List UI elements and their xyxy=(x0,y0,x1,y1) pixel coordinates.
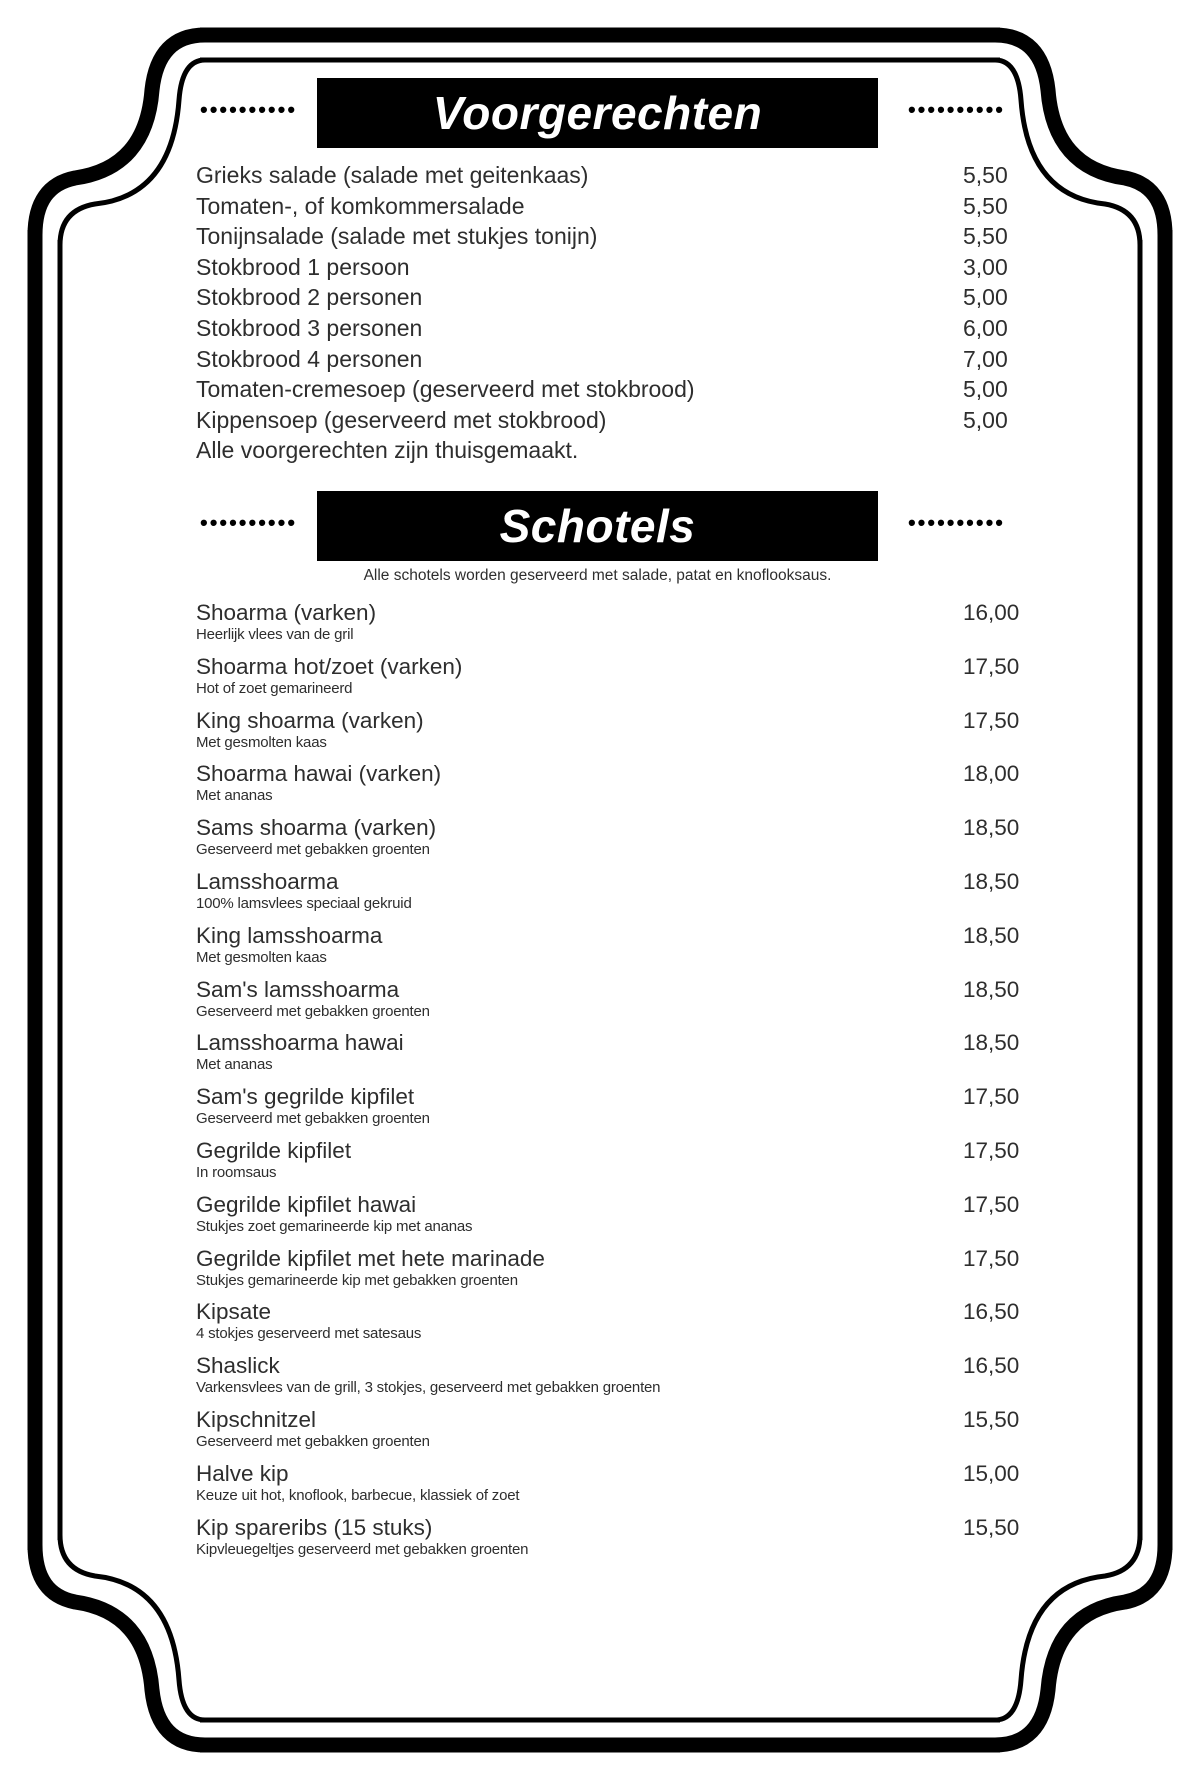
item-price: 16,50 xyxy=(963,1353,1020,1379)
item-description: Met ananas xyxy=(196,1056,273,1074)
item-price: 5,50 xyxy=(963,192,1008,219)
dots-divider-left: •••••••••• xyxy=(200,510,298,535)
menu-item xyxy=(196,869,1026,923)
menu-item xyxy=(196,1138,1026,1192)
item-price: 7,00 xyxy=(963,345,1008,372)
item-price: 17,50 xyxy=(963,1137,1020,1163)
mains-list xyxy=(196,600,1026,1568)
menu-item xyxy=(196,344,1026,375)
item-price: 16,50 xyxy=(963,1299,1020,1325)
item-name: Stokbrood 3 personen xyxy=(196,314,423,341)
menu-item xyxy=(196,600,1026,654)
menu-item xyxy=(196,374,1026,405)
item-description: Varkensvlees van de grill, 3 stokjes, geserveerd met gebakken groenten xyxy=(196,1379,661,1397)
menu-item xyxy=(196,1246,1026,1300)
mains-title: Schotels xyxy=(317,491,878,561)
starters-header xyxy=(200,78,1005,148)
item-description: Stukjes gemarineerde kip met gebakken groenten xyxy=(196,1271,518,1289)
item-price: 17,50 xyxy=(963,1084,1020,1110)
item-description: In roomsaus xyxy=(196,1163,277,1181)
item-name: Sams shoarma (varken) xyxy=(196,815,437,841)
item-name: King shoarma (varken) xyxy=(196,707,424,733)
dots-divider-left: •••••••••• xyxy=(200,97,298,122)
menu-item xyxy=(196,1407,1026,1461)
menu-item xyxy=(196,708,1026,762)
item-name: Stokbrood 4 personen xyxy=(196,345,423,372)
item-description: 100% lamsvlees speciaal gekruid xyxy=(196,894,412,912)
item-name: King lamsshoarma xyxy=(196,922,383,948)
item-description: Geserveerd met gebakken groenten xyxy=(196,1002,430,1020)
menu-item xyxy=(196,191,1026,222)
item-price: 15,50 xyxy=(963,1406,1020,1432)
item-description: Keuze uit hot, knoflook, barbecue, klassiek of zoet xyxy=(196,1486,520,1504)
item-price: 5,00 xyxy=(963,376,1008,403)
item-description: 4 stokjes geserveerd met satesaus xyxy=(196,1325,422,1343)
item-name: Kipsate xyxy=(196,1299,272,1325)
item-name: Shoarma hawai (varken) xyxy=(196,761,442,787)
menu-item xyxy=(196,1299,1026,1353)
item-name: Lamsshoarma xyxy=(196,868,339,894)
item-price: 16,00 xyxy=(963,600,1020,625)
menu-item xyxy=(196,1084,1026,1138)
item-name: Shoarma hot/zoet (varken) xyxy=(196,653,463,679)
item-name: Gegrilde kipfilet met hete marinade xyxy=(196,1245,545,1271)
menu-item xyxy=(196,761,1026,815)
item-name: Tomaten-cremesoep (geserveerd met stokbrood) xyxy=(196,376,695,403)
item-price: 17,50 xyxy=(963,1245,1020,1271)
item-name: Sam's gegrilde kipfilet xyxy=(196,1084,415,1110)
menu-item xyxy=(196,313,1026,344)
item-description: Kipvleuegeltjes geserveerd met gebakken groenten xyxy=(196,1540,529,1558)
item-price: 5,00 xyxy=(963,284,1008,311)
dots-divider-right: •••••••••• xyxy=(907,510,1005,535)
item-name: Kip spareribs (15 stuks) xyxy=(196,1514,433,1540)
menu-item xyxy=(196,160,1026,191)
item-name: Sam's lamsshoarma xyxy=(196,976,400,1002)
item-price: 5,50 xyxy=(963,223,1008,250)
item-price: 17,50 xyxy=(963,1191,1020,1217)
menu-item xyxy=(196,282,1026,313)
starters-list xyxy=(196,160,1026,465)
starters-note: Alle voorgerechten zijn thuisgemaakt. xyxy=(196,437,579,464)
starters-title: Voorgerechten xyxy=(317,78,878,148)
menu-item xyxy=(196,405,1026,436)
item-name: Stokbrood 2 personen xyxy=(196,284,423,311)
menu-item xyxy=(196,1192,1026,1246)
menu-item xyxy=(196,923,1026,977)
item-description: Heerlijk vlees van de gril xyxy=(196,626,354,643)
item-name: Shoarma (varken) xyxy=(196,600,377,625)
item-price: 18,50 xyxy=(963,976,1020,1002)
item-price: 5,50 xyxy=(963,162,1008,188)
item-description: Geserveerd met gebakken groenten xyxy=(196,1432,430,1450)
item-name: Halve kip xyxy=(196,1460,289,1486)
menu-item xyxy=(196,1461,1026,1515)
item-price: 18,50 xyxy=(963,1030,1020,1056)
item-price: 15,00 xyxy=(963,1460,1020,1486)
item-description: Geserveerd met gebakken groenten xyxy=(196,841,430,859)
item-price: 18,50 xyxy=(963,922,1020,948)
item-price: 17,50 xyxy=(963,707,1020,733)
item-price: 17,50 xyxy=(963,653,1020,679)
menu-item xyxy=(196,221,1026,252)
item-name: Grieks salade (salade met geitenkaas) xyxy=(196,162,589,188)
item-name: Gegrilde kipfilet xyxy=(196,1137,352,1163)
item-price: 18,50 xyxy=(963,815,1020,841)
item-price: 3,00 xyxy=(963,253,1008,280)
item-description: Stukjes zoet gemarineerde kip met ananas xyxy=(196,1217,473,1235)
item-description: Met gesmolten kaas xyxy=(196,948,327,966)
menu-item xyxy=(196,1353,1026,1407)
item-description: Met ananas xyxy=(196,787,273,805)
item-name: Tomaten-, of komkommersalade xyxy=(196,192,525,219)
menu-item xyxy=(196,977,1026,1031)
item-name: Kipschnitzel xyxy=(196,1406,317,1432)
item-price: 5,00 xyxy=(963,406,1008,433)
menu-item xyxy=(196,1030,1026,1084)
item-name: Stokbrood 1 persoon xyxy=(196,253,410,280)
menu-item xyxy=(196,252,1026,283)
item-price: 18,00 xyxy=(963,761,1020,787)
item-name: Lamsshoarma hawai xyxy=(196,1030,404,1056)
item-name: Shaslick xyxy=(196,1353,280,1379)
item-price: 18,50 xyxy=(963,868,1020,894)
menu-item xyxy=(196,654,1026,708)
item-price: 15,50 xyxy=(963,1514,1020,1540)
mains-note: Alle schotels worden geserveerd met salade, patat en knoflooksaus. xyxy=(363,567,832,584)
item-description: Hot of zoet gemarineerd xyxy=(196,679,353,697)
item-description: Geserveerd met gebakken groenten xyxy=(196,1110,430,1128)
item-price: 6,00 xyxy=(963,314,1008,341)
menu-item xyxy=(196,815,1026,869)
menu-item xyxy=(196,1515,1026,1569)
item-name: Gegrilde kipfilet hawai xyxy=(196,1191,417,1217)
item-name: Tonijnsalade (salade met stukjes tonijn) xyxy=(196,223,598,250)
dots-divider-right: •••••••••• xyxy=(907,97,1005,122)
item-name: Kippensoep (geserveerd met stokbrood) xyxy=(196,406,607,433)
item-description: Met gesmolten kaas xyxy=(196,733,327,751)
mains-header xyxy=(200,491,1005,561)
